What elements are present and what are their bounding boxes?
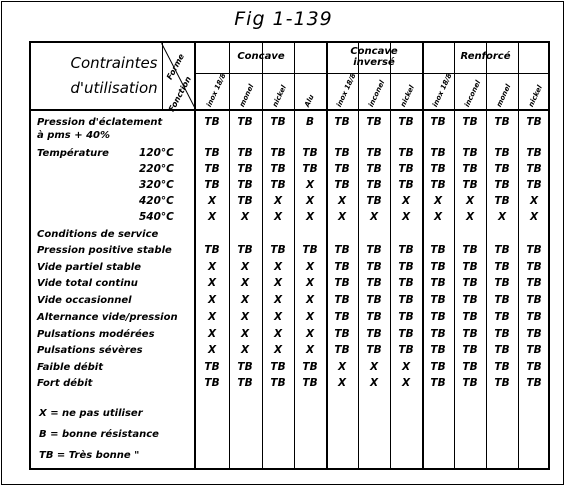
rating-cell: TB <box>526 311 542 323</box>
rating-cell: TB <box>462 163 478 175</box>
row-label: Pulsations modérées <box>37 329 155 340</box>
row-label: Alternance vide/pression <box>37 312 178 323</box>
row-label: Pression d'éclatement <box>37 117 163 128</box>
rating-cell: TB <box>237 195 253 207</box>
row-label: à pms + 40% <box>37 130 111 141</box>
rating-cell: X <box>369 361 379 373</box>
rating-cell: X <box>305 261 315 273</box>
rating-cell: X <box>337 211 347 223</box>
rating-cell: TB <box>334 344 350 356</box>
rating-cell: X <box>273 311 283 323</box>
material-label: nickel <box>527 84 545 109</box>
rating-cell: X <box>207 261 217 273</box>
rating-cell: X <box>273 211 283 223</box>
temperature-label: 220°C <box>139 163 174 175</box>
rating-cell: TB <box>366 261 382 273</box>
rating-cell: TB <box>302 244 318 256</box>
rating-cell: TB <box>270 179 286 191</box>
rating-cell: TB <box>526 147 542 159</box>
rating-cell: X <box>273 261 283 273</box>
rating-cell: TB <box>462 261 478 273</box>
material-label: inox 18/8 <box>205 72 228 109</box>
rating-cell: X <box>369 377 379 389</box>
rating-cell: X <box>401 361 411 373</box>
rating-cell: X <box>305 344 315 356</box>
rating-cell: TB <box>398 277 414 289</box>
row-label: Vide occasionnel <box>37 295 132 306</box>
rating-cell: TB <box>462 244 478 256</box>
rating-cell: TB <box>462 344 478 356</box>
rating-cell: TB <box>526 179 542 191</box>
rating-cell: TB <box>494 163 510 175</box>
temperature-label: 540°C <box>139 211 174 223</box>
rating-cell: TB <box>398 179 414 191</box>
rating-cell: TB <box>526 277 542 289</box>
rating-cell: TB <box>366 116 382 128</box>
rating-cell: TB <box>204 179 220 191</box>
rating-cell: TB <box>237 179 253 191</box>
rating-cell: TB <box>494 294 510 306</box>
forme-header: Forme <box>165 52 187 82</box>
rating-cell: X <box>337 361 347 373</box>
rating-cell: B <box>305 116 314 128</box>
rating-cell: TB <box>398 311 414 323</box>
rating-cell: TB <box>366 311 382 323</box>
row-label: Vide partiel stable <box>37 262 141 273</box>
group-label-2 <box>422 51 549 62</box>
rating-cell: TB <box>204 377 220 389</box>
rating-cell: TB <box>398 116 414 128</box>
rating-cell: TB <box>462 377 478 389</box>
corner-title-line2: d'utilisation <box>70 79 158 97</box>
rating-cell: X <box>529 211 539 223</box>
rating-cell: X <box>337 377 347 389</box>
rating-cell: TB <box>494 377 510 389</box>
rating-cell: TB <box>334 328 350 340</box>
rating-cell: TB <box>430 163 446 175</box>
rating-cell: TB <box>430 116 446 128</box>
rating-cell: TB <box>462 294 478 306</box>
rating-cell: X <box>240 311 250 323</box>
material-label: Alu <box>303 93 316 109</box>
rating-cell: TB <box>366 195 382 207</box>
group-row-rule <box>196 73 548 74</box>
rating-cell: TB <box>204 244 220 256</box>
rating-cell: TB <box>366 163 382 175</box>
row-label: Conditions de service <box>37 229 159 240</box>
rating-cell: TB <box>366 147 382 159</box>
row-label: Vide total continu <box>37 278 138 289</box>
rating-cell: X <box>433 195 443 207</box>
rating-cell: TB <box>462 147 478 159</box>
rating-cell: TB <box>462 179 478 191</box>
rating-cell: TB <box>270 244 286 256</box>
corner-title-line1: Contraintes <box>70 54 158 72</box>
rating-cell: TB <box>526 328 542 340</box>
rating-cell: TB <box>204 147 220 159</box>
rating-cell: TB <box>494 244 510 256</box>
rating-cell: TB <box>430 179 446 191</box>
rating-cell: X <box>240 294 250 306</box>
rating-cell: TB <box>494 179 510 191</box>
rating-cell: X <box>433 211 443 223</box>
rating-cell: X <box>465 195 475 207</box>
rating-cell: X <box>240 211 250 223</box>
material-label: nickel <box>271 84 289 109</box>
rating-cell: TB <box>237 244 253 256</box>
rating-cell: TB <box>430 244 446 256</box>
rating-cell: X <box>240 261 250 273</box>
rating-cell: TB <box>334 179 350 191</box>
row-label: Pulsations sévères <box>37 345 143 356</box>
rating-cell: TB <box>270 361 286 373</box>
temperature-label: 420°C <box>139 195 174 207</box>
temperature-label: 320°C <box>139 179 174 191</box>
rating-cell: TB <box>462 116 478 128</box>
rating-cell: TB <box>334 116 350 128</box>
rating-cell: TB <box>526 116 542 128</box>
rating-cell: TB <box>526 294 542 306</box>
rating-cell: TB <box>270 147 286 159</box>
rating-cell: TB <box>366 244 382 256</box>
fonction-header: Fonction <box>167 74 194 114</box>
material-label: monel <box>238 83 256 109</box>
row-label: Faible débit <box>37 362 104 373</box>
header-bottom-rule <box>31 109 548 111</box>
rating-cell: TB <box>430 311 446 323</box>
rating-cell: X <box>305 195 315 207</box>
material-label: inox 18/8 <box>335 72 358 109</box>
rating-cell: X <box>207 195 217 207</box>
rating-cell: TB <box>334 277 350 289</box>
rating-cell: TB <box>526 344 542 356</box>
material-label: nickel <box>399 84 417 109</box>
rating-cell: TB <box>462 328 478 340</box>
rating-cell: TB <box>366 277 382 289</box>
rating-cell: TB <box>430 261 446 273</box>
rating-cell: TB <box>334 147 350 159</box>
rating-cell: TB <box>494 277 510 289</box>
rating-cell: TB <box>302 361 318 373</box>
rating-cell: TB <box>398 328 414 340</box>
rating-cell: X <box>273 294 283 306</box>
rating-cell: TB <box>204 116 220 128</box>
rating-cell: TB <box>494 344 510 356</box>
figure-title: Fig 1-139 <box>234 8 333 30</box>
rating-cell: TB <box>430 344 446 356</box>
rating-cell: TB <box>237 163 253 175</box>
rating-cell: TB <box>237 147 253 159</box>
rating-cell: X <box>497 211 507 223</box>
group-label-line1: Concave <box>237 51 285 62</box>
rating-cell: X <box>240 344 250 356</box>
rating-cell: TB <box>430 328 446 340</box>
rating-cell: X <box>305 311 315 323</box>
rating-cell: TB <box>398 261 414 273</box>
material-label: inconel <box>367 79 387 109</box>
rating-cell: TB <box>494 311 510 323</box>
rating-cell: TB <box>398 244 414 256</box>
rating-cell: X <box>305 294 315 306</box>
rating-cell: TB <box>494 328 510 340</box>
rating-cell: X <box>273 277 283 289</box>
rating-cell: TB <box>237 116 253 128</box>
rating-cell: X <box>207 277 217 289</box>
rating-cell: X <box>207 344 217 356</box>
rating-cell: X <box>529 195 539 207</box>
rating-cell: TB <box>526 361 542 373</box>
group-label-0 <box>196 51 326 62</box>
rating-cell: X <box>207 211 217 223</box>
temperature-label: 120°C <box>139 147 174 159</box>
rating-cell: TB <box>526 377 542 389</box>
rating-cell: X <box>273 195 283 207</box>
rating-cell: X <box>207 328 217 340</box>
rating-cell: TB <box>430 147 446 159</box>
row-label: Fort débit <box>37 378 93 389</box>
group-label-line2: inversé <box>353 57 395 68</box>
rating-cell: TB <box>430 377 446 389</box>
rating-cell: X <box>305 328 315 340</box>
rating-cell: TB <box>270 377 286 389</box>
legend-item: B = bonne résistance <box>39 429 159 440</box>
rating-cell: TB <box>494 147 510 159</box>
legend-item: X = ne pas utiliser <box>39 408 143 419</box>
rating-cell: X <box>207 294 217 306</box>
constraints-table <box>29 41 550 470</box>
rating-cell: TB <box>237 361 253 373</box>
rating-cell: X <box>273 328 283 340</box>
rating-cell: X <box>401 377 411 389</box>
rating-cell: TB <box>398 163 414 175</box>
rating-cell: TB <box>204 361 220 373</box>
rating-cell: TB <box>494 261 510 273</box>
rating-cell: TB <box>526 244 542 256</box>
rating-cell: TB <box>430 361 446 373</box>
rating-cell: TB <box>526 163 542 175</box>
rating-cell: X <box>305 211 315 223</box>
rating-cell: TB <box>366 179 382 191</box>
rating-cell: X <box>240 277 250 289</box>
row-label: Température <box>37 148 109 159</box>
rating-cell: TB <box>366 344 382 356</box>
rating-cell: TB <box>494 195 510 207</box>
rating-cell: TB <box>494 361 510 373</box>
rating-cell: TB <box>204 163 220 175</box>
rating-cell: TB <box>237 377 253 389</box>
rating-cell: TB <box>334 294 350 306</box>
rating-cell: TB <box>398 344 414 356</box>
rating-cell: X <box>465 211 475 223</box>
rating-cell: TB <box>398 294 414 306</box>
rating-cell: TB <box>366 328 382 340</box>
rating-cell: TB <box>302 377 318 389</box>
rating-cell: TB <box>462 311 478 323</box>
rating-cell: X <box>401 195 411 207</box>
rating-cell: TB <box>430 294 446 306</box>
rating-cell: TB <box>526 261 542 273</box>
legend-item: TB = Très bonne " <box>39 450 140 461</box>
material-label: inox 18/8 <box>431 72 454 109</box>
group-label-line1: Renforcé <box>460 51 511 62</box>
row-label: Pression positive stable <box>37 245 172 256</box>
group-label-line1: Concave <box>350 46 398 57</box>
material-label: inconel <box>463 79 483 109</box>
rating-cell: TB <box>334 163 350 175</box>
rating-cell: X <box>207 311 217 323</box>
rating-cell: TB <box>270 163 286 175</box>
rating-cell: TB <box>398 147 414 159</box>
rating-cell: TB <box>366 294 382 306</box>
rating-cell: TB <box>430 277 446 289</box>
rating-cell: X <box>337 195 347 207</box>
rating-cell: TB <box>334 311 350 323</box>
rating-cell: TB <box>462 277 478 289</box>
rating-cell: X <box>305 277 315 289</box>
rating-cell: TB <box>334 261 350 273</box>
rating-cell: TB <box>462 361 478 373</box>
rating-cell: X <box>401 211 411 223</box>
rating-cell: X <box>305 179 315 191</box>
rating-cell: X <box>369 211 379 223</box>
group-label-1 <box>326 46 422 68</box>
rating-cell: TB <box>334 244 350 256</box>
rating-cell: TB <box>302 147 318 159</box>
rating-cell: X <box>240 328 250 340</box>
material-label: monel <box>495 83 513 109</box>
rating-cell: TB <box>270 116 286 128</box>
forme-divider <box>162 43 163 109</box>
rating-cell: X <box>273 344 283 356</box>
rating-cell: TB <box>494 116 510 128</box>
rating-cell: TB <box>302 163 318 175</box>
